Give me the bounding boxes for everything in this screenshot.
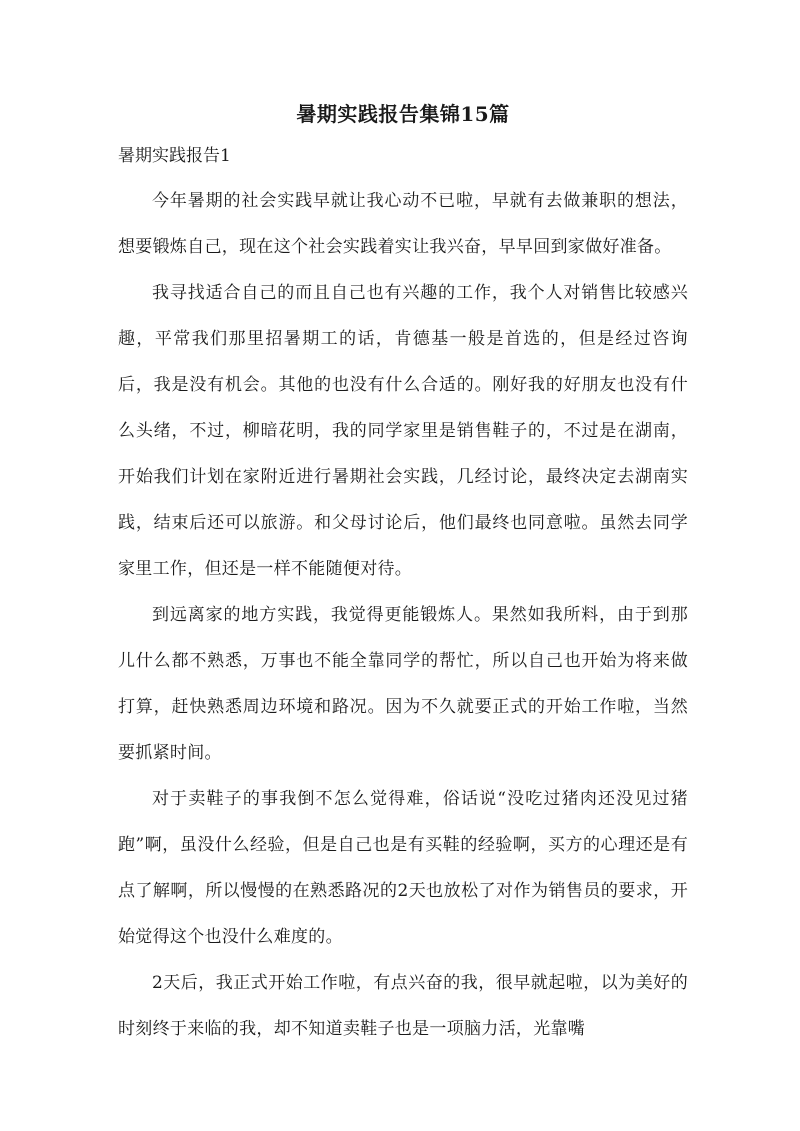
section-heading: 暑期实践报告1 — [118, 146, 231, 166]
paragraph-2: 我寻找适合自己的而且自己也有兴趣的工作，我个人对销售比较感兴趣，平常我们那里招暑期工的话，肯德基一般是首选的，但是经过咨询后，我是没有机会。其他的也没有什么合适的。刚好我的好朋友也没有什么头绪，不过，柳暗花明，我的同学家里是销售鞋子的，不过是在湖南，开始我们计划在家附近进行暑期社会实践，几经讨论，最终决定去湖南实践，结束后还可以旅游。和父母讨论后，他们最终也同意啦。虽然去同学家里工作，但还是一样不能随便对待。 — [118, 283, 688, 579]
paragraph-3: 到远离家的地方实践，我觉得更能锻炼人。果然如我所料，由于到那儿什么都不熟悉，万事也不能全靠同学的帮忙，所以自己也开始为将来做打算，赶快熟悉周边环境和路况。因为不久就要正式的开始工作啦，当然要抓紧时间。 — [118, 605, 688, 763]
paragraph-1: 今年暑期的社会实践早就让我心动不已啦，早就有去做兼职的想法，想要锻炼自己，现在这个社会实践着实让我兴奋，早早回到家做好准备。 — [118, 191, 688, 257]
paragraph-5: 2天后，我正式开始工作啦，有点兴奋的我，很早就起啦，以为美好的时刻终于来临的我，却不知道卖鞋子也是一项脑力活，光靠嘴 — [118, 973, 688, 1039]
paragraph-4: 对于卖鞋子的事我倒不怎么觉得难，俗话说“没吃过猪肉还没见过猪跑”啊，虽没什么经验，但是自己也是有买鞋的经验啊，买方的心理还是有点了解啊，所以慢慢的在熟悉路况的2天也放松了对作为销售员的要求，开始觉得这个也没什么难度的。 — [118, 789, 688, 947]
document-title: 暑期实践报告集锦15篇 — [296, 102, 510, 126]
